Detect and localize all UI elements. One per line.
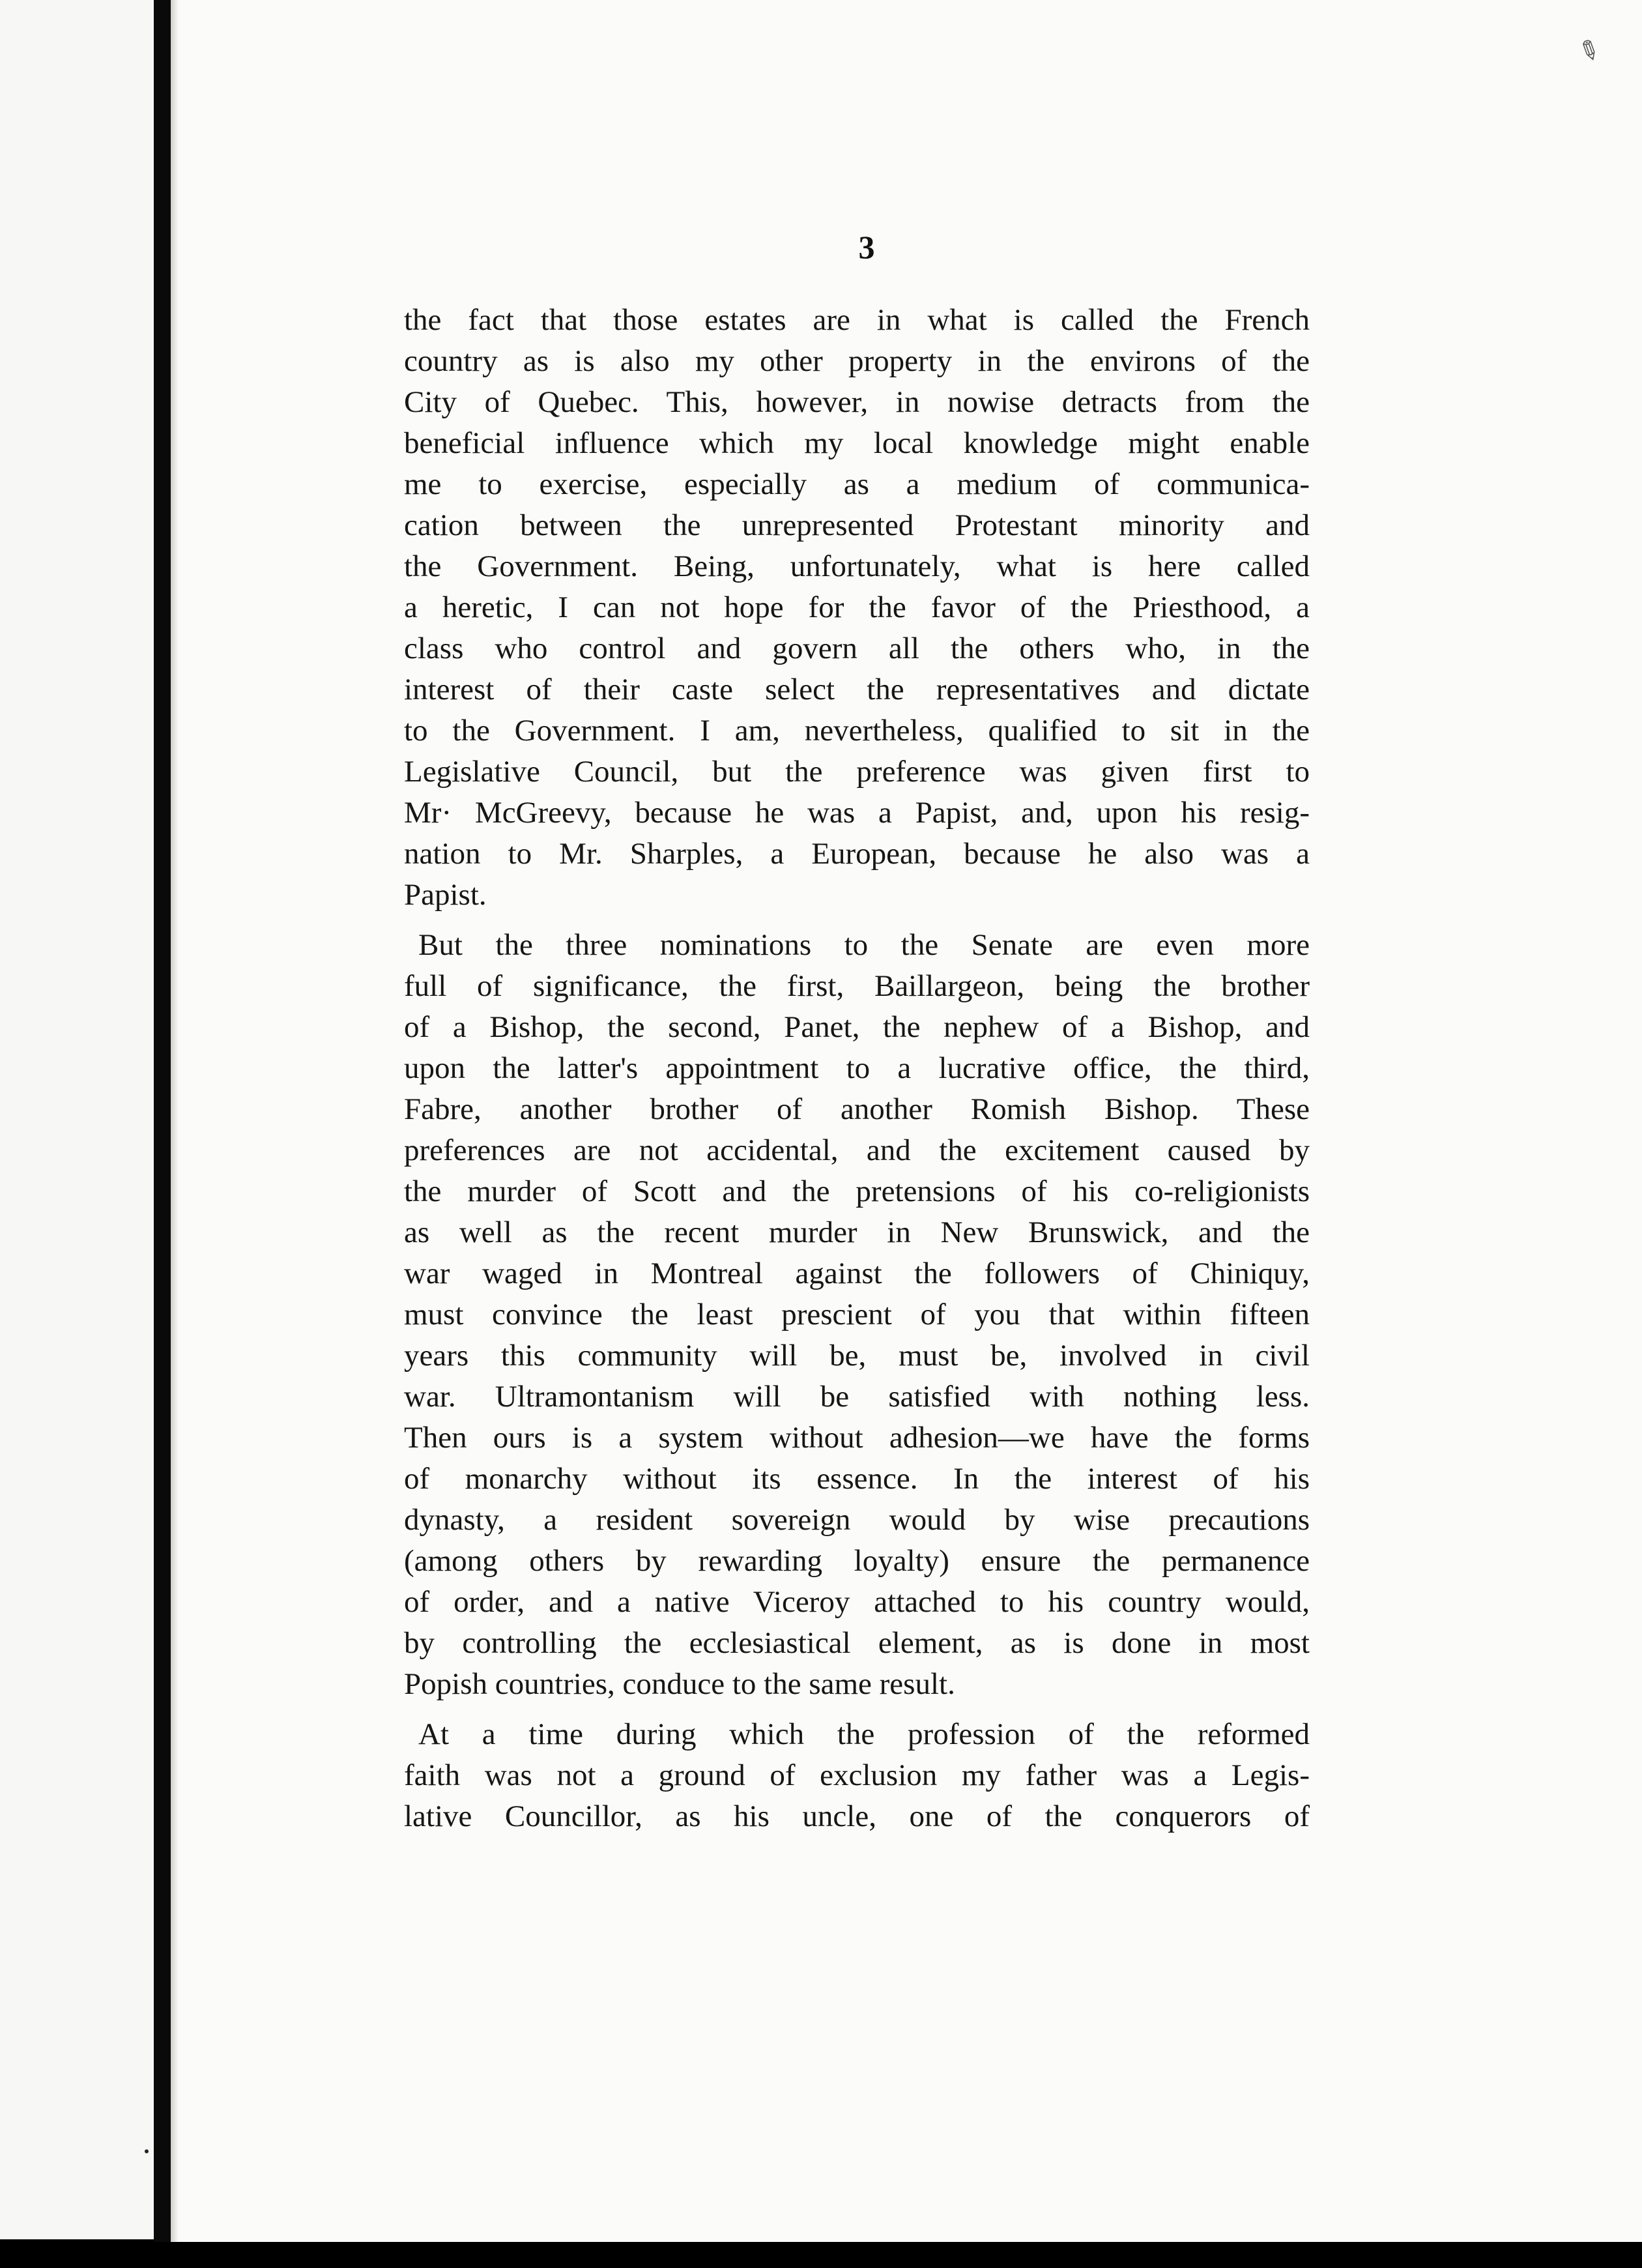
paragraph xyxy=(404,300,1310,916)
text-line: of monarchy without its essence. In the interest of his xyxy=(404,1462,1310,1496)
text-line: a heretic, I can not hope for the favor of the Priesthood, a xyxy=(404,590,1310,624)
text-line: of order, and a native Viceroy attached to his country would, xyxy=(404,1585,1310,1619)
text-line: years this community will be, must be, involved in civil xyxy=(404,1339,1310,1373)
text-line: must convince the least prescient of you that within fifteen xyxy=(404,1298,1310,1331)
text-line: preferences are not accidental, and the excitement caused by xyxy=(404,1133,1310,1167)
paragraph-spacer xyxy=(404,1705,1310,1714)
text-line: to the Government. I am, nevertheless, qualified to sit in the xyxy=(404,714,1310,748)
book-spine-gutter xyxy=(154,0,171,2242)
text-line: Fabre, another brother of another Romish Bishop. These xyxy=(404,1092,1310,1126)
text-line: faith was not a ground of exclusion my father was a Legis- xyxy=(404,1758,1310,1792)
text-line: country as is also my other property in the environs of the xyxy=(404,344,1310,378)
paragraph-spacer xyxy=(404,916,1310,925)
body-text xyxy=(404,300,1310,1837)
page-number: 3 xyxy=(858,229,875,265)
text-line: Papist. xyxy=(404,878,487,912)
ink-speck xyxy=(145,2149,149,2153)
scan-border-bottom xyxy=(0,2242,1642,2268)
page-shadow-edge xyxy=(171,0,179,2242)
paragraph xyxy=(404,1714,1310,1837)
text-line: war. Ultramontanism will be satisfied with nothing less. xyxy=(404,1380,1310,1414)
text-line: Mr· McGreevy, because he was a Papist, and, upon his resig- xyxy=(404,796,1310,830)
paragraph xyxy=(404,925,1310,1705)
corner-fold-mark: ✎ xyxy=(1572,33,1606,69)
text-line: the Government. Being, unfortunately, what is here called xyxy=(404,549,1310,583)
text-line: full of significance, the first, Baillargeon, being the brother xyxy=(404,969,1310,1003)
text-line: But the three nominations to the Senate are even more xyxy=(418,928,1310,962)
text-line: beneficial influence which my local knowledge might enable xyxy=(404,426,1310,460)
text-line: class who control and govern all the others who, in the xyxy=(404,632,1310,665)
text-line: as well as the recent murder in New Brunswick, and the xyxy=(404,1215,1310,1249)
text-line: the murder of Scott and the pretensions of his co-religionists xyxy=(404,1174,1310,1208)
text-line: war waged in Montreal against the followers of Chiniquy, xyxy=(404,1257,1310,1290)
text-line: At a time during which the profession of the reformed xyxy=(418,1717,1310,1751)
text-line: lative Councillor, as his uncle, one of the conquerors of xyxy=(404,1799,1310,1833)
text-line: City of Quebec. This, however, in nowise detracts from the xyxy=(404,385,1310,419)
text-line: of a Bishop, the second, Panet, the nephew of a Bishop, and xyxy=(404,1010,1310,1044)
text-line: dynasty, a resident sovereign would by wise precautions xyxy=(404,1503,1310,1537)
text-line: Then ours is a system without adhesion—we have the forms xyxy=(404,1421,1310,1455)
text-line: (among others by rewarding loyalty) ensure the permanence xyxy=(404,1544,1310,1578)
text-line: interest of their caste select the representatives and dictate xyxy=(404,673,1310,706)
text-line: by controlling the ecclesiastical element, as is done in most xyxy=(404,1626,1310,1660)
text-line: upon the latter's appointment to a lucrative office, the third, xyxy=(404,1051,1310,1085)
text-line: me to exercise, especially as a medium of communica- xyxy=(404,467,1310,501)
text-line: nation to Mr. Sharples, a European, because he also was a xyxy=(404,837,1310,871)
text-line: Popish countries, conduce to the same result. xyxy=(404,1667,955,1701)
text-line: Legislative Council, but the preference was given first to xyxy=(404,755,1310,789)
text-line: cation between the unrepresented Protestant minority and xyxy=(404,508,1310,542)
previous-page-edge xyxy=(0,0,154,2239)
text-line: the fact that those estates are in what is called the French xyxy=(404,303,1310,337)
